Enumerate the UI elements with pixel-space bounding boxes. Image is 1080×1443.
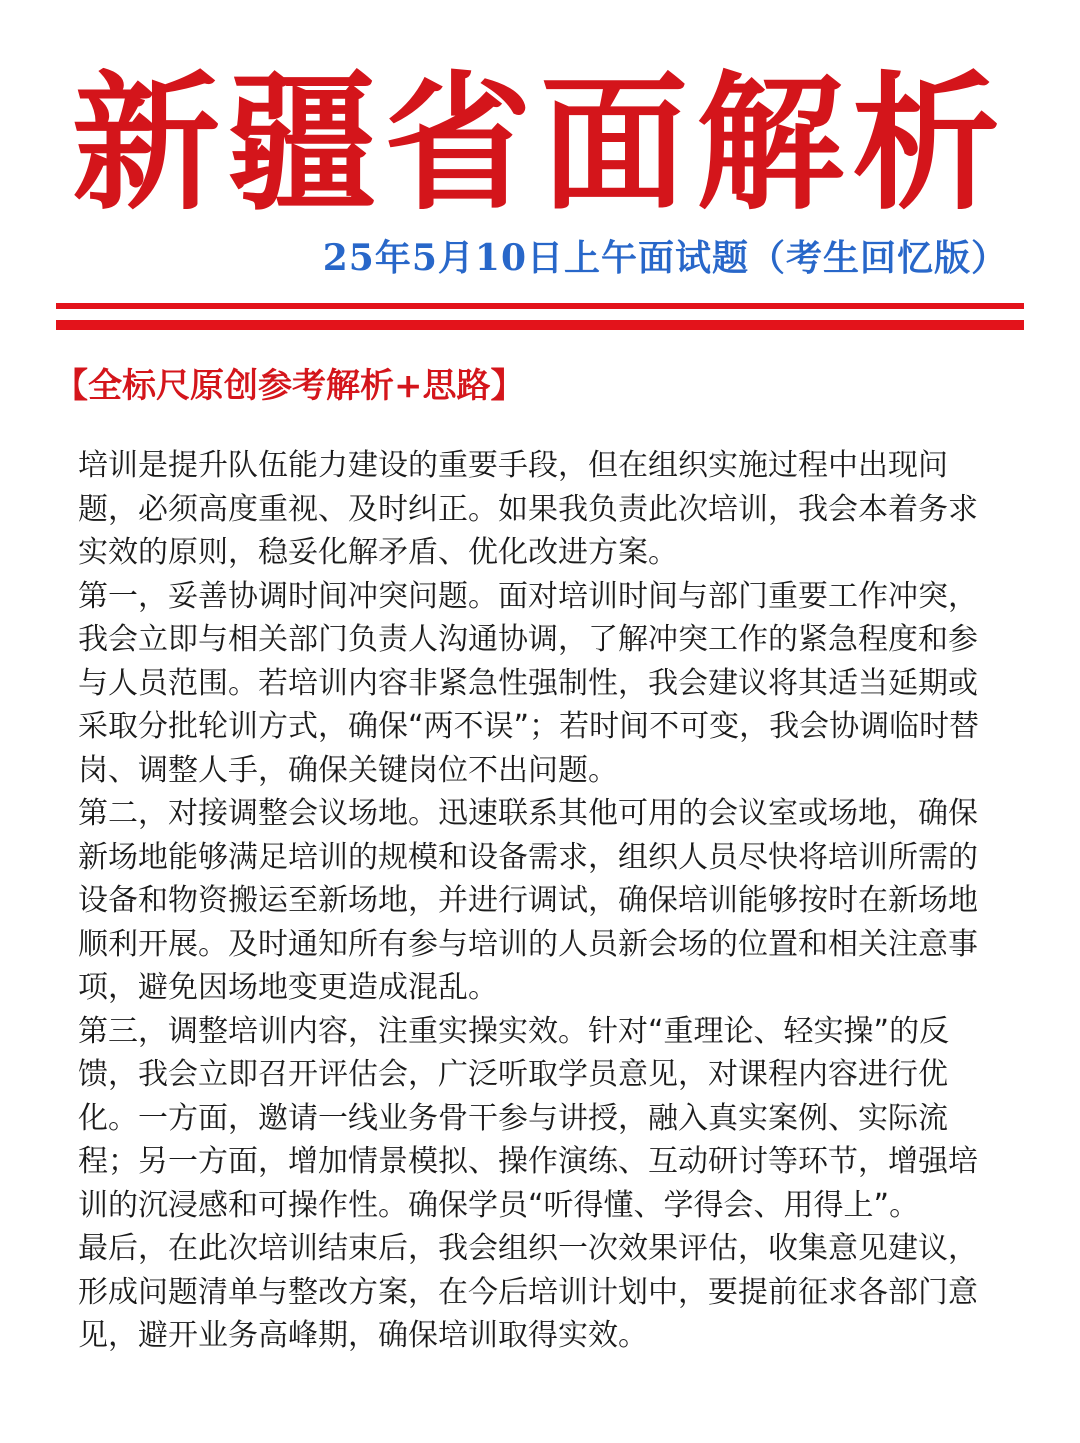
paragraph-intro: 培训是提升队伍能力建设的重要手段，但在组织实施过程中出现问题，必须高度重视、及时纠正。如果我负责此次培训，我会本着务求实效的原则，稳妥化解矛盾、优化改进方案。 [78, 448, 978, 570]
paragraph-point-1: 第一，妥善协调时间冲突问题。面对培训时间与部门重要工作冲突，我会立即与相关部门负责人沟通协调，了解冲突工作的紧急程度和参与人员范围。若培训内容非紧急性强制性，我会建议将其适当延期或采取分批轮训方式，确保“两不误”；若时间不可变，我会协调临时替岗、调整人手，确保关键岗位不出问题。 [78, 578, 980, 788]
section-heading: 【全标尺原创参考解析+思路】 [54, 366, 525, 406]
paragraph-point-2: 第二，对接调整会议场地。迅速联系其他可用的会议室或场地，确保新场地能够满足培训的规模和设备需求，组织人员尽快将培训所需的设备和物资搬运至新场地，并进行调试，确保培训能够按时在新场地顺利开展。及时通知所有参与培训的人员新会场的位置和相关注意事项，避免因场地变更造成混乱。 [78, 796, 978, 1005]
divider-thin [56, 303, 1024, 309]
paragraph-conclusion: 最后，在此次培训结束后，我会组织一次效果评估，收集意见建议，形成问题清单与整改方案，在今后培训计划中，要提前征求各部门意见，避开业务高峰期，确保培训取得实效。 [78, 1231, 978, 1353]
page-subtitle: 25年5月10日上午面试题（考生回忆版） [322, 237, 1008, 279]
page-title: 新疆省面解析 [72, 56, 1008, 230]
paragraph-point-3: 第三，调整培训内容，注重实操实效。针对“重理论、轻实操”的反馈，我会立即召开评估会，广泛听取学员意见，对课程内容进行优化。一方面，邀请一线业务骨干参与讲授，融入真实案例、实际流程；另一方面，增加情景模拟、操作演练、互动研讨等环节，增强培训的沉浸感和可操作性。确保学员“听得懂、学得会、用得上”。 [78, 1013, 978, 1223]
article-body [78, 444, 1002, 1358]
divider-thick [56, 320, 1024, 330]
